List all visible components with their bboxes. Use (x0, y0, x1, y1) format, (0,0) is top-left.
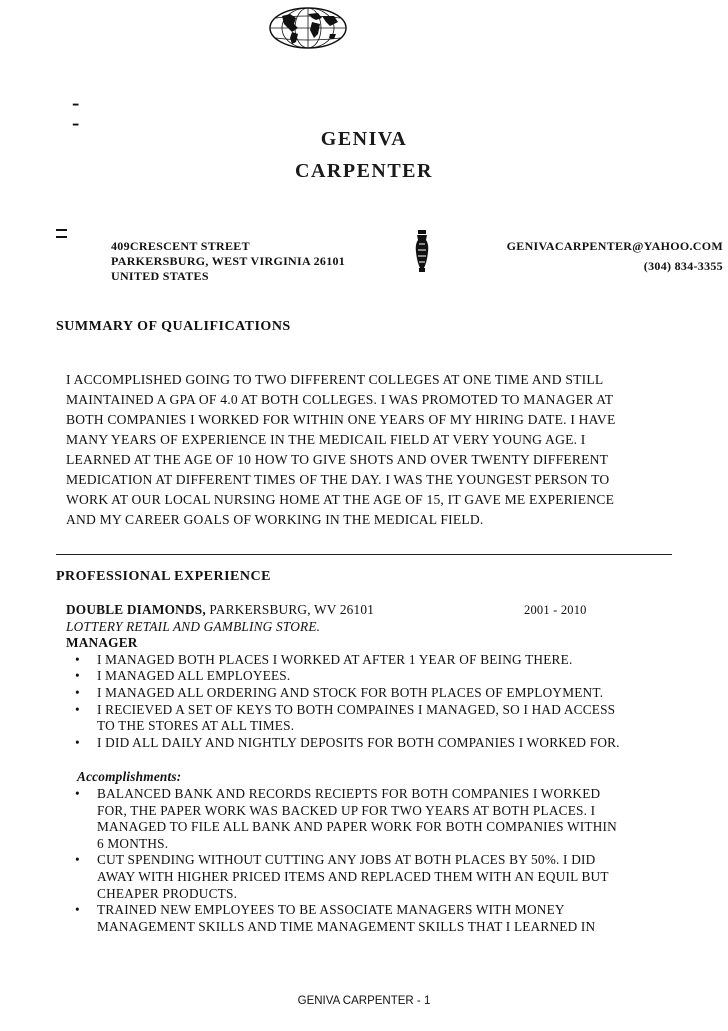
summary-line: AND MY CAREER GOALS OF WORKING IN THE MEDICAL FIELD. (66, 512, 484, 527)
page-footer: GENIVA CARPENTER - 1 (297, 995, 431, 1007)
list-item-text: CHEAPER PRODUCTS. (97, 885, 238, 901)
list-item (66, 702, 706, 735)
address-line-3: UNITED STATES (111, 269, 209, 283)
accomplishments-heading: Accomplishments: (77, 769, 182, 785)
list-item-text: 6 MONTHS. (97, 835, 169, 851)
company-location: PARKERSBURG, WV 26101 (205, 602, 375, 617)
address-line-1: 409CRESCENT STREET (111, 239, 250, 253)
list-item-text: FOR, THE PAPER WORK WAS BACKED UP FOR TWO YEARS AT BOTH PLACES. I (97, 802, 596, 818)
summary-line: WORK AT OUR LOCAL NURSING HOME AT THE AGE OF 15, IT GAVE ME EXPERIENCE (66, 492, 615, 507)
list-item (66, 852, 706, 902)
list-item (66, 652, 706, 669)
experience-heading: PROFESSIONAL EXPERIENCE (56, 569, 271, 584)
summary-line: MANY YEARS OF EXPERIENCE IN THE MEDICAIL FIELD AT VERY YOUNG AGE. I (66, 432, 586, 447)
job-title: MANAGER (66, 635, 138, 651)
summary-heading: SUMMARY OF QUALIFICATIONS (56, 319, 291, 334)
list-item-text: • I RECIEVED A SET OF KEYS TO BOTH COMPAINES I MANAGED, SO I HAD ACCESS (97, 701, 616, 717)
section-divider (56, 554, 672, 555)
summary-line: BOTH COMPANIES I WORKED FOR WITHIN ONE YEARS OF MY HIRING DATE. I HAVE (66, 412, 616, 427)
email-link[interactable]: GENIVACARPENTER@YAHOO.COM (506, 239, 723, 253)
list-item-text: • I MANAGED ALL EMPLOYEES. (97, 668, 291, 684)
list-item-text: • TRAINED NEW EMPLOYEES TO BE ASSOCIATE MANAGERS WITH MONEY (97, 902, 565, 918)
list-item-text: • I DID ALL DAILY AND NIGHTLY DEPOSITS FOR BOTH COMPANIES I WORKED FOR. (97, 734, 620, 750)
experience-entry (66, 602, 706, 935)
decorative-double-rule (56, 229, 67, 238)
last-name: CARPENTER (295, 160, 433, 182)
list-item-text: • BALANCED BANK AND RECORDS RECIEPTS FOR BOTH COMPANIES I WORKED (97, 785, 601, 801)
decorative-dash: - (72, 90, 80, 115)
list-item-text: • I MANAGED ALL ORDERING AND STOCK FOR BOTH PLACES OF EMPLOYMENT. (97, 684, 604, 700)
list-item (66, 685, 706, 702)
accomplishments-list (66, 786, 706, 935)
decorative-dash: - (72, 110, 80, 135)
list-item (66, 786, 706, 852)
summary-line: MAINTAINED A GPA OF 4.0 AT BOTH COLLEGES. I WAS PROMOTED TO MANAGER AT (66, 392, 614, 407)
address-line-2: PARKERSBURG, WEST VIRGINIA 26101 (111, 254, 346, 268)
summary-line: MEDICATION AT DIFFERENT TIMES OF THE DAY. I WAS THE YOUNGEST PERSON TO (66, 472, 610, 487)
list-item-text: AWAY WITH HIGHER PRICED ITEMS AND REPLACED THEM WITH AN EQUIL BUT (97, 868, 609, 884)
list-item-text: MANAGEMENT SKILLS AND TIME MANAGEMENT SKILLS THAT I LEARNED IN (97, 918, 596, 934)
summary-text (66, 370, 676, 530)
list-item-text: • I MANAGED BOTH PLACES I WORKED AT AFTER 1 YEAR OF BEING THERE. (97, 651, 573, 667)
list-item-text: MANAGED TO FILE ALL BANK AND PAPER WORK FOR BOTH COMPANIES WITHIN (97, 819, 617, 835)
phone-number: (304) 834-3355 (643, 259, 723, 273)
company-description: LOTTERY RETAIL AND GAMBLING STORE. (66, 618, 321, 634)
duties-list (66, 652, 706, 752)
list-item-text: • CUT SPENDING WITHOUT CUTTING ANY JOBS AT BOTH PLACES BY 50%. I DID (97, 852, 596, 868)
first-name: GENIVA (320, 128, 408, 150)
list-item (66, 735, 706, 752)
company-line (66, 602, 706, 619)
globe-icon (268, 6, 348, 50)
list-item (66, 668, 706, 685)
summary-line: LEARNED AT THE AGE OF 10 HOW TO GIVE SHOTS AND OVER TWENTY DIFFERENT (66, 452, 609, 467)
employment-dates: 2001 - 2010 (524, 603, 587, 617)
vase-icon (414, 230, 430, 272)
list-item-text: TO THE STORES AT ALL TIMES. (97, 718, 295, 734)
summary-line: I ACCOMPLISHED GOING TO TWO DIFFERENT COLLEGES AT ONE TIME AND STILL (66, 372, 604, 387)
company-name: DOUBLE DIAMONDS, (66, 602, 206, 617)
list-item (66, 902, 706, 935)
